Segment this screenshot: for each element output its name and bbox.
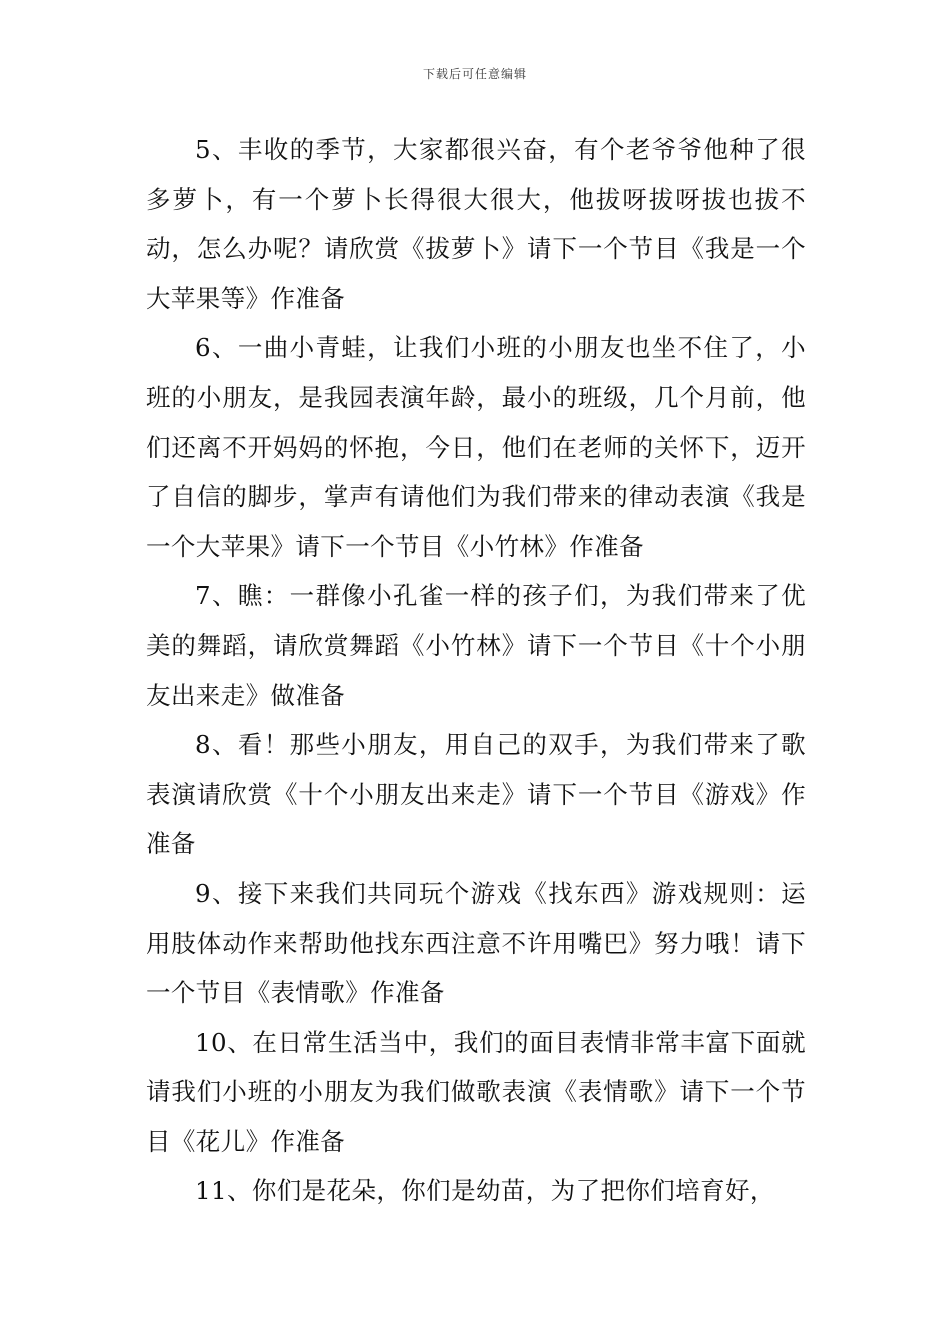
paragraph-5: 5、丰收的季节，大家都很兴奋，有个老爷爷他种了很多萝卜，有一个萝卜长得很大很大，他拔呀拔呀拔也拔不动，怎么办呢？请欣赏《拔萝卜》请下一个节目《我是一个大苹果等》作准备: [146, 135, 806, 313]
paragraph-8: 8、看！那些小朋友，用自己的双手，为我们带来了歌表演请欣赏《十个小朋友出来走》请下一个节目《游戏》作准备: [146, 730, 806, 859]
paragraph-9: 9、接下来我们共同玩个游戏《找东西》游戏规则：运用肢体动作来帮助他找东西注意不许用嘴巴》努力哦！请下一个节目《表情歌》作准备: [146, 878, 806, 1008]
paragraph-11: 11、你们是花朵，你们是幼苗，为了把你们培育好，: [195, 1176, 775, 1206]
paragraph-10: 10、在日常生活当中，我们的面目表情非常丰富下面就请我们小班的小朋友为我们做歌表演《表情歌》请下一个节目《花儿》作准备: [146, 1027, 806, 1156]
paragraph-6: 6、一曲小青蛙，让我们小班的小朋友也坐不住了，小班的小朋友，是我园表演年龄，最小的班级，几个月前，他们还离不开妈妈的怀抱，今日，他们在老师的关怀下，迈开了自信的脚步，掌声有请他们为我们带来的律动表演《我是一个大苹果》请下一个节目《小竹林》作准备: [146, 333, 806, 561]
paragraph-7: 7、瞧：一群像小孔雀一样的孩子们，为我们带来了优美的舞蹈，请欣赏舞蹈《小竹林》请下一个节目《十个小朋友出来走》做准备: [146, 581, 806, 710]
document-body: [146, 125, 806, 1216]
header-note: 下载后可任意编辑: [422, 67, 527, 81]
